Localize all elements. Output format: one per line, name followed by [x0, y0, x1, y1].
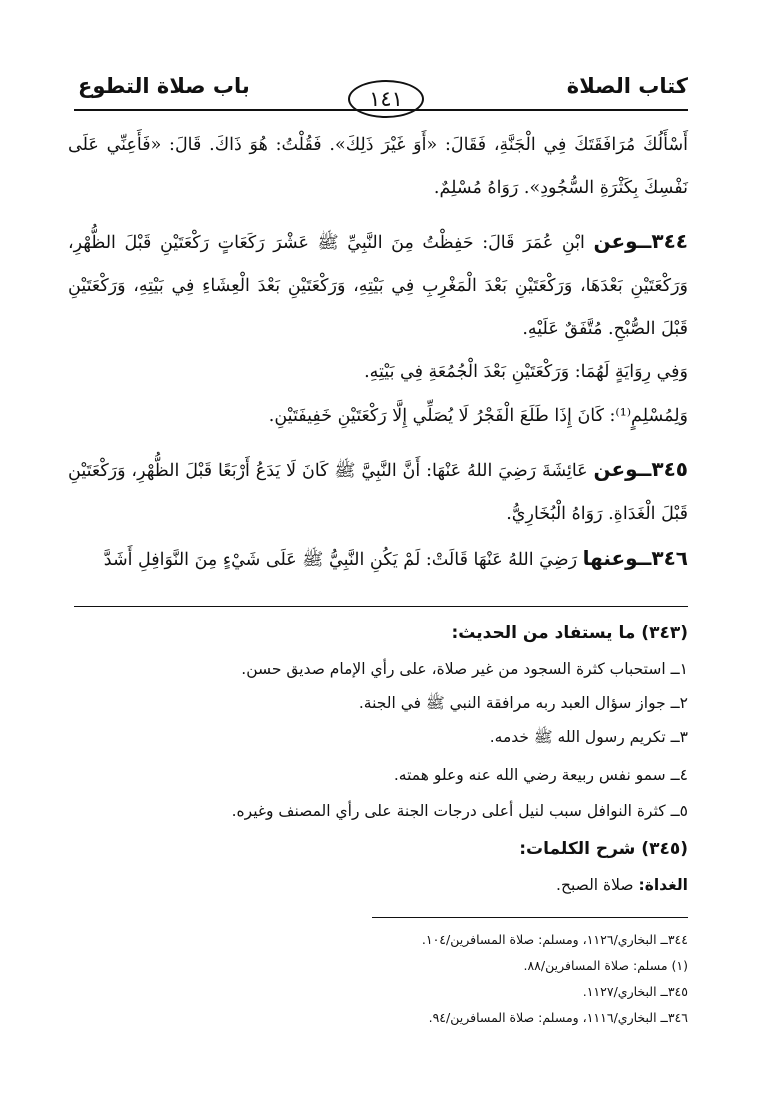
- header-rule: [74, 109, 688, 111]
- glossary-entry: [68, 870, 688, 900]
- riwaya-line: وَفِي رِوَايَةٍ لَهُمَا: وَرَكْعَتَيْنِ بَعْدَ الْجُمُعَةِ فِي بَيْتِهِ.: [364, 362, 688, 382]
- hadith-343-continuation: أَسْأَلُكَ مُرَافَقَتَكَ فِي الْجَنَّةِ، فَقَالَ: «أَوَ غَيْرَ ذَلِكَ». فَقُلْتُ: هُوَ ذَاكَ. قَالَ: «فَأَعِنِّي عَلَى نَفْسِكَ بِكَثْرَةِ السُّجُودِ». رَوَاهُ مُسْلِمٌ.: [68, 135, 688, 198]
- hadith-344-text: ابْنِ عُمَرَ قَالَ: حَفِظْتُ مِنَ النَّبِيِّ ﷺ عَشْرَ رَكَعَاتٍ رَكْعَتَيْنِ قَبْلَ الظُّهْرِ، وَرَكْعَتَيْنِ بَعْدَهَا، وَرَكْعَتَيْنِ بَعْدَ الْمَغْرِبِ فِي بَيْتِهِ، وَرَكْعَتَيْنِ بَعْدَ الْعِشَاءِ فِي بَيْتِهِ، وَرَكْعَتَيْنِ قَبْلَ الصُّبْحِ. مُتَّفَقٌ عَلَيْهِ.: [68, 233, 688, 339]
- footnote: ٣٤٥ــ البخاري/١١٢٧.: [582, 984, 688, 999]
- benefit-item: ٤ــ سمو نفس ربيعة رضي الله عنه وعلو همته.: [393, 766, 688, 784]
- benefit-item: ١ــ استحباب كثرة السجود من غير صلاة، على رأي الإمام صديق حسن.: [241, 660, 688, 678]
- benefit-item: ٣ــ تكريم رسول الله ﷺ خدمه.: [489, 728, 688, 746]
- hadith-345-text: عَائِشَةَ رَضِيَ اللهُ عَنْهَا: أَنَّ النَّبِيَّ ﷺ كَانَ لَا يَدَعُ أَرْبَعًا قَبْلَ الظُّهْرِ، وَرَكْعَتَيْنِ قَبْلَ الْغَدَاةِ. رَوَاهُ الْبُخَارِيُّ.: [68, 461, 688, 524]
- hadith-344: [68, 220, 688, 351]
- hadith-346-lead: وعنها: [582, 546, 638, 570]
- section-separator: [74, 606, 688, 607]
- glossary-term: الغداة:: [638, 876, 688, 894]
- muslim-line: وَلِمُسْلِمٍ⁽¹⁾: كَانَ إِذَا طَلَعَ الْفَجْرُ لَا يُصَلِّي إِلَّا رَكْعَتَيْنِ خَفِيفَتَيْنِ.: [268, 406, 688, 426]
- benefits-heading: (٣٤٣) ما يستفاد من الحديث:: [451, 623, 688, 643]
- hadith-345-lead: وعن: [593, 457, 638, 481]
- footnote: (١) مسلم: صلاة المسافرين/٨٨.: [523, 958, 688, 973]
- hadith-346-text: رَضِيَ اللهُ عَنْهَا قَالَتْ: لَمْ يَكُنِ النَّبِيُّ ﷺ عَلَى شَيْءٍ مِنَ النَّوَافِلِ أَشَدَّ: [103, 550, 578, 570]
- hadith-346: [68, 537, 688, 582]
- glossary-heading: (٣٤٥) شرح الكلمات:: [519, 839, 688, 859]
- benefit-item: ٥ــ كثرة النوافل سبب لنيل أعلى درجات الجنة على رأي المصنف وغيره.: [231, 802, 688, 820]
- page-number: ١٤١: [348, 80, 424, 118]
- benefit-item: ٢ــ جواز سؤال العبد ربه مرافقة النبي ﷺ في الجنة.: [358, 694, 688, 712]
- footnote: ٣٤٦ــ البخاري/١١١٦، ومسلم: صلاة المسافرين/٩٤.: [428, 1010, 688, 1025]
- hadith-345-number: ٣٤٥ــ: [637, 457, 688, 481]
- hadith-346-number: ٣٤٦ــ: [637, 546, 688, 570]
- chapter-title: باب صلاة التطوع: [78, 74, 250, 98]
- hadith-344-number: ٣٤٤ــ: [637, 229, 688, 253]
- hadith-344-lead: وعن: [593, 229, 638, 253]
- footnote: ٣٤٤ــ البخاري/١١٢٦، ومسلم: صلاة المسافرين/١٠٤.: [421, 932, 688, 947]
- hadith-345: [68, 448, 688, 536]
- footnote-rule: [372, 917, 688, 918]
- glossary-definition: صلاة الصبح.: [556, 876, 634, 894]
- book-title: كتاب الصلاة: [566, 74, 688, 98]
